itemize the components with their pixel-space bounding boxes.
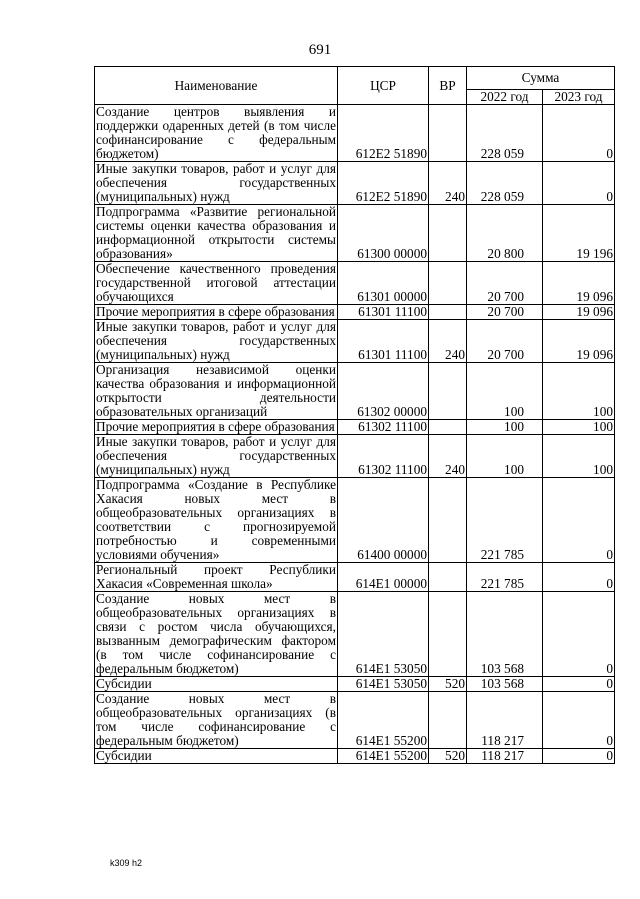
row-name: Прочие мероприятия в сфере образования — [95, 420, 338, 435]
row-2022: 100 — [467, 420, 543, 435]
row-name: Региональный проект Республики Хакасия «Современная школа» — [96, 562, 336, 591]
budget-table — [94, 66, 615, 764]
row-2023: 0 — [543, 563, 615, 592]
row-name: Обеспечение качественного проведения государственной итоговой аттестации обучающихся — [96, 261, 336, 304]
row-csr: 614E1 53050 — [338, 677, 429, 692]
row-csr: 614E1 55200 — [338, 692, 429, 749]
row-vr: 520 — [429, 677, 467, 692]
row-name: Создание новых мест в общеобразовательных организациях (в том числе софинансирование с федеральным бюджетом) — [96, 691, 336, 748]
row-2022: 100 — [467, 435, 543, 478]
table-row — [95, 162, 615, 205]
footer-code: k309 h2 — [110, 858, 143, 868]
table-row — [95, 320, 615, 363]
table-row — [95, 478, 615, 563]
row-2022: 100 — [467, 363, 543, 420]
table-row — [95, 105, 615, 162]
row-2022: 221 785 — [467, 478, 543, 563]
row-2022: 221 785 — [467, 563, 543, 592]
header-2023: 2023 год — [543, 90, 615, 105]
row-csr: 614E1 00000 — [338, 563, 429, 592]
row-2023: 0 — [543, 592, 615, 677]
header-vr: ВР — [429, 67, 467, 105]
row-vr — [429, 363, 467, 420]
row-csr: 61301 00000 — [338, 262, 429, 305]
row-csr: 614E1 55200 — [338, 749, 429, 764]
row-csr: 61302 11100 — [338, 420, 429, 435]
table-row — [95, 692, 615, 749]
row-name: Создание новых мест в общеобразовательных организациях в связи с ростом числа обучающихся, вызванным демографическим фактором (в том числе софинансирование с федеральным бюджетом) — [96, 591, 336, 676]
row-2022: 103 568 — [467, 677, 543, 692]
row-2023: 100 — [543, 435, 615, 478]
row-name: Иные закупки товаров, работ и услуг для обеспечения государственных (муниципальных) нужд — [96, 161, 336, 204]
row-vr — [429, 205, 467, 262]
row-vr: 240 — [429, 320, 467, 363]
row-name: Подпрограмма «Создание в Республике Хакасия новых мест в общеобразовательных организациях в соответствии с прогнозируемой потребностью и современными условиями обучения» — [96, 477, 336, 562]
row-name: Иные закупки товаров, работ и услуг для обеспечения государственных (муниципальных) нужд — [96, 434, 336, 477]
row-csr: 61300 00000 — [338, 205, 429, 262]
row-csr: 612E2 51890 — [338, 105, 429, 162]
row-csr: 61301 11100 — [338, 320, 429, 363]
table-row — [95, 677, 615, 692]
row-csr: 61302 00000 — [338, 363, 429, 420]
row-vr — [429, 692, 467, 749]
row-name: Создание центров выявления и поддержки одаренных детей (в том числе софинансирование с федеральным бюджетом) — [96, 104, 336, 161]
row-2022: 228 059 — [467, 162, 543, 205]
row-2023: 0 — [543, 692, 615, 749]
row-2023: 0 — [543, 105, 615, 162]
header-2022: 2022 год — [467, 90, 543, 105]
row-vr: 240 — [429, 162, 467, 205]
row-2023: 0 — [543, 478, 615, 563]
table-row — [95, 435, 615, 478]
table-row — [95, 205, 615, 262]
row-vr — [429, 592, 467, 677]
row-vr — [429, 262, 467, 305]
table-row — [95, 305, 615, 320]
row-name: Прочие мероприятия в сфере образования — [95, 305, 338, 320]
row-2023: 100 — [543, 420, 615, 435]
row-name: Иные закупки товаров, работ и услуг для обеспечения государственных (муниципальных) нужд — [96, 319, 336, 362]
header-csr: ЦСР — [338, 67, 429, 105]
row-csr: 61302 11100 — [338, 435, 429, 478]
row-2022: 118 217 — [467, 692, 543, 749]
row-csr: 61400 00000 — [338, 478, 429, 563]
row-csr: 61301 11100 — [338, 305, 429, 320]
row-vr — [429, 105, 467, 162]
row-2022: 20 700 — [467, 320, 543, 363]
row-2023: 0 — [543, 677, 615, 692]
row-csr: 614E1 53050 — [338, 592, 429, 677]
row-name: Субсидии — [95, 749, 338, 764]
table-row — [95, 262, 615, 305]
row-2022: 20 700 — [467, 305, 543, 320]
table-row — [95, 363, 615, 420]
table-body — [95, 105, 615, 764]
table-row — [95, 563, 615, 592]
header-name: Наименование — [95, 67, 338, 105]
table-row — [95, 592, 615, 677]
row-2023: 19 196 — [543, 205, 615, 262]
row-2023: 19 096 — [543, 320, 615, 363]
row-vr — [429, 563, 467, 592]
row-2023: 19 096 — [543, 305, 615, 320]
row-vr: 520 — [429, 749, 467, 764]
row-2023: 19 096 — [543, 262, 615, 305]
row-csr: 612E2 51890 — [338, 162, 429, 205]
row-2022: 103 568 — [467, 592, 543, 677]
row-2023: 0 — [543, 162, 615, 205]
row-2023: 0 — [543, 749, 615, 764]
table-row — [95, 420, 615, 435]
row-vr — [429, 420, 467, 435]
row-name: Подпрограмма «Развитие региональной системы оценки качества образования и информационной открытости системы образования» — [96, 204, 336, 261]
row-2022: 20 800 — [467, 205, 543, 262]
header-sum: Сумма — [467, 67, 615, 90]
row-vr: 240 — [429, 435, 467, 478]
row-2022: 118 217 — [467, 749, 543, 764]
row-vr — [429, 478, 467, 563]
table-row — [95, 749, 615, 764]
row-vr — [429, 305, 467, 320]
row-2023: 100 — [543, 363, 615, 420]
row-name: Организация независимой оценки качества образования и информационной открытости деятельности образовательных организаций — [96, 362, 336, 419]
row-name: Субсидии — [95, 677, 338, 692]
row-2022: 20 700 — [467, 262, 543, 305]
page-number: 691 — [308, 42, 332, 58]
row-2022: 228 059 — [467, 105, 543, 162]
